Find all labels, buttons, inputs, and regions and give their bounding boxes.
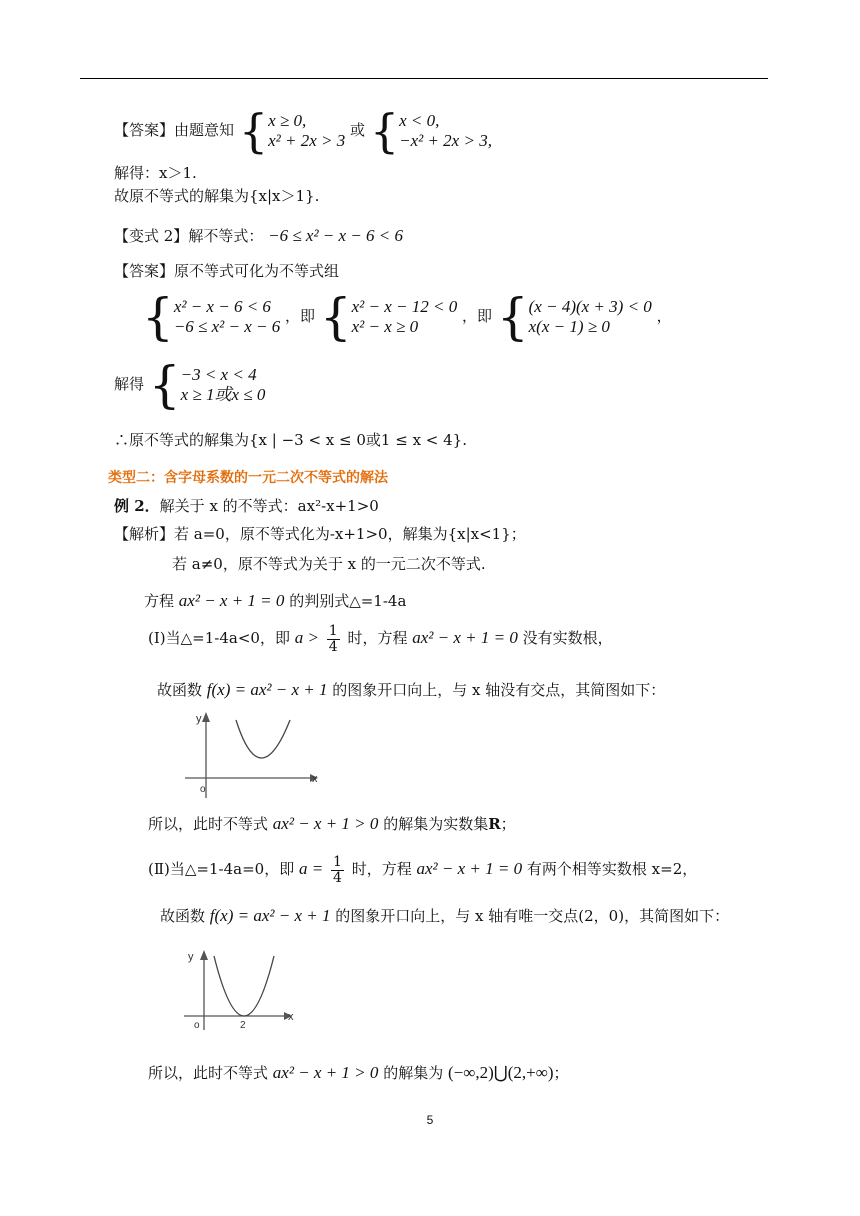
fraction bbox=[327, 624, 340, 654]
text: 的图象开口向上，与 x 轴没有交点，其简图如下： bbox=[332, 681, 666, 699]
inequality: ax² − x + 1 > 0 bbox=[272, 1063, 379, 1082]
numerator: 1 bbox=[333, 854, 342, 870]
solution-set: (−∞,2)⋃(2,+∞) bbox=[447, 1063, 554, 1082]
page-number: 5 bbox=[426, 1113, 434, 1127]
system-row: −x² + 2x > 3, bbox=[399, 131, 492, 150]
system-1: { x ≥ 0, x² + 2x > 3 bbox=[238, 104, 346, 158]
inequality: a = bbox=[299, 859, 324, 879]
inequality: ax² − x + 1 > 0 bbox=[272, 814, 379, 833]
denominator: 4 bbox=[328, 638, 338, 655]
system-2: { x < 0, −x² + 2x > 3, bbox=[369, 104, 492, 158]
example-text: 解关于 x 的不等式：ax²-x+1>0 bbox=[159, 497, 379, 515]
variant2-line bbox=[114, 226, 403, 246]
function: f(x) = ax² − x + 1 bbox=[206, 680, 328, 699]
solve1: 解得：x＞1. bbox=[114, 164, 197, 182]
system-row: x(x − 1) ≥ 0 bbox=[528, 317, 610, 336]
system-row: (x − 4)(x + 3) < 0 bbox=[528, 296, 652, 316]
connector-text: ，即 bbox=[285, 307, 316, 325]
equation: ax² − x + 1 = 0 bbox=[412, 628, 518, 648]
system-c: { (x − 4)(x + 3) < 0 x(x − 1) ≥ 0 bbox=[496, 288, 652, 346]
system-a: { x² − x − 6 < 6 −6 ≤ x² − x − 6 bbox=[142, 288, 281, 346]
answer2-systems bbox=[142, 288, 672, 346]
text: ； bbox=[553, 1064, 569, 1082]
graph-single-intersection bbox=[180, 946, 310, 1032]
conclusion2: ∴原不等式的解集为{x | −3 < x ≤ 0或1 ≤ x < 4}. bbox=[114, 431, 467, 449]
text: (Ⅱ)当△=1-4a=0，即 bbox=[148, 860, 295, 879]
connector-text: ， bbox=[656, 307, 672, 325]
analysis-label: 【解析】 bbox=[114, 525, 175, 543]
solve-label: 解得 bbox=[114, 375, 145, 393]
answer-label: 【答案】 bbox=[114, 262, 175, 280]
y-arrow bbox=[200, 950, 208, 960]
solve2-line bbox=[114, 356, 266, 414]
text: 时，方程 bbox=[351, 860, 412, 879]
system-row: x² + 2x > 3 bbox=[268, 131, 346, 150]
text: 的解集为实数集 bbox=[383, 815, 489, 833]
section-title: 类型二：含字母系数的一元二次不等式的解法 bbox=[108, 470, 388, 486]
case2-line bbox=[148, 855, 697, 885]
solution-set: R bbox=[488, 815, 501, 833]
numerator: 1 bbox=[328, 623, 338, 639]
case1-solution-line bbox=[148, 814, 516, 834]
case1-line bbox=[148, 624, 613, 654]
parabola bbox=[236, 720, 290, 758]
text: (Ⅰ)当△=1-4a<0，即 bbox=[148, 629, 290, 648]
conclusion1: 故原不等式的解集为{x|x＞1}. bbox=[114, 187, 320, 205]
example-label: 例 2． bbox=[114, 497, 160, 515]
inequality: a > bbox=[294, 628, 319, 648]
text: 的判别式△=1-4a bbox=[289, 592, 407, 610]
text: 故函数 bbox=[157, 681, 203, 699]
system-row: x² − x − 6 < 6 bbox=[173, 296, 271, 316]
analysis-line3 bbox=[144, 591, 406, 611]
variant-label: 【变式 2】 bbox=[114, 227, 189, 245]
graph-no-intersection bbox=[180, 708, 330, 802]
answer-text: 原不等式可化为不等式组 bbox=[174, 262, 340, 280]
answer1-line bbox=[114, 104, 492, 158]
equation: ax² − x + 1 = 0 bbox=[178, 591, 285, 610]
answer2-line bbox=[114, 262, 339, 280]
fraction bbox=[331, 855, 344, 885]
text: 的解集为 bbox=[383, 1064, 444, 1082]
system-b: { x² − x − 12 < 0 x² − x ≥ 0 bbox=[319, 288, 458, 346]
y-arrow bbox=[202, 712, 210, 722]
text: 时，方程 bbox=[347, 629, 408, 648]
answer-text: 由题意知 bbox=[174, 121, 235, 139]
connector-text: ，即 bbox=[462, 307, 493, 325]
text: 所以，此时不等式 bbox=[148, 815, 269, 833]
system-row: x² − x ≥ 0 bbox=[351, 317, 419, 336]
text: 所以，此时不等式 bbox=[148, 1064, 269, 1082]
y-label: y bbox=[188, 951, 194, 963]
analysis-line2: 若 a≠0，原不等式为关于 x 的一元二次不等式. bbox=[172, 555, 486, 573]
or-word: 或 bbox=[350, 121, 366, 139]
parabola bbox=[214, 956, 274, 1016]
system-row: x < 0, bbox=[399, 110, 440, 130]
y-label: y bbox=[196, 713, 202, 725]
x-label: x bbox=[312, 773, 318, 785]
example2-line bbox=[114, 497, 379, 515]
x-label: x bbox=[288, 1011, 294, 1023]
text: 没有实数根， bbox=[522, 629, 613, 648]
analysis-text: 若 a=0，原不等式化为-x+1>0，解集为{x|x<1}； bbox=[174, 525, 526, 543]
answer-label: 【答案】 bbox=[114, 121, 175, 139]
system-row: x ≥ 1或x ≤ 0 bbox=[180, 385, 266, 404]
tick-label: 2 bbox=[240, 1020, 246, 1031]
case2-solution-line bbox=[148, 1063, 569, 1083]
case1-func-line bbox=[157, 680, 665, 700]
equation: ax² − x + 1 = 0 bbox=[416, 859, 523, 879]
system-row: x ≥ 0, bbox=[268, 110, 307, 130]
case2-func-line bbox=[160, 906, 729, 926]
system-row: −6 ≤ x² − x − 6 bbox=[173, 317, 281, 336]
header-rule bbox=[80, 78, 768, 79]
text: ； bbox=[500, 815, 516, 833]
text: 故函数 bbox=[160, 907, 206, 925]
system-row: −3 < x < 4 bbox=[180, 364, 257, 384]
variant-expression: −6 ≤ x² − x − 6 < 6 bbox=[268, 226, 404, 245]
text: 方程 bbox=[144, 592, 175, 610]
origin-label: o bbox=[200, 784, 206, 795]
system-row: x² − x − 12 < 0 bbox=[351, 296, 458, 316]
system-solution: { −3 < x < 4 x ≥ 1或x ≤ 0 bbox=[148, 356, 266, 414]
text: 的图象开口向上，与 x 轴有唯一交点(2，0)，其简图如下： bbox=[335, 907, 730, 925]
variant-text: 解不等式： bbox=[188, 227, 264, 245]
denominator: 4 bbox=[333, 869, 342, 886]
analysis-line1 bbox=[114, 525, 526, 543]
function: f(x) = ax² − x + 1 bbox=[209, 906, 331, 925]
text: 有两个相等实数根 x=2， bbox=[526, 860, 698, 879]
origin-label: o bbox=[194, 1020, 200, 1031]
